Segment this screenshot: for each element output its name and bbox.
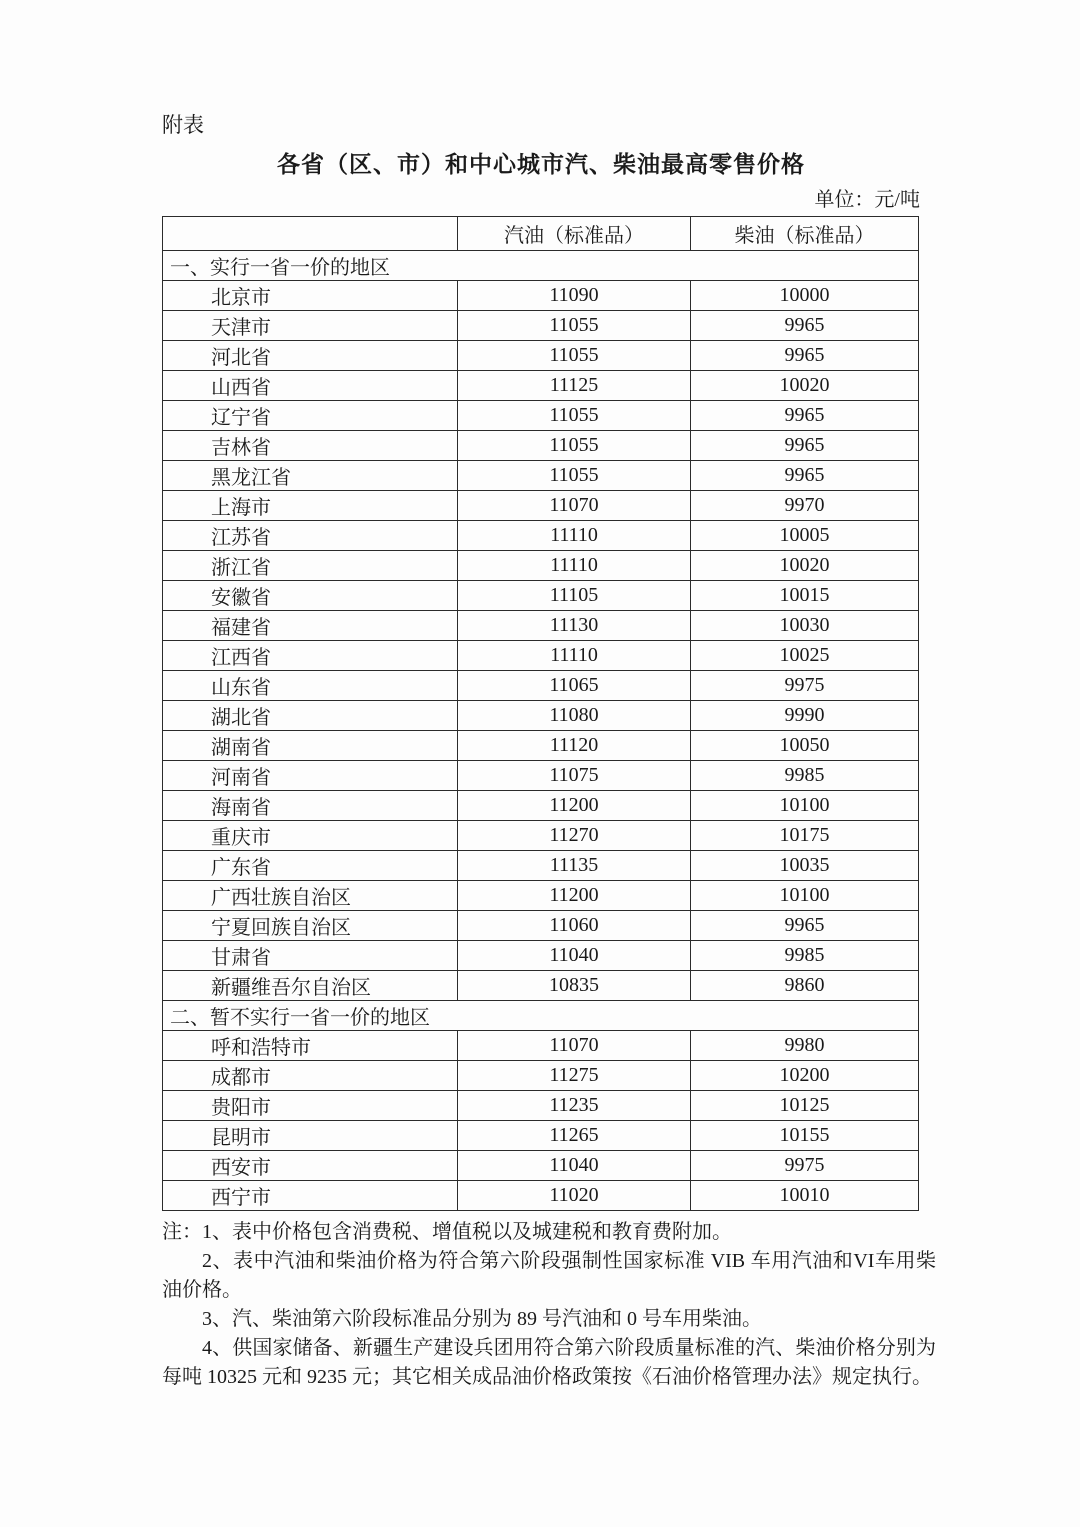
diesel-price: 9975	[691, 1151, 919, 1181]
gasoline-price: 11040	[458, 941, 691, 971]
diesel-price: 9965	[691, 341, 919, 371]
gasoline-price: 11200	[458, 881, 691, 911]
unit-label: 单位：元/吨	[814, 189, 920, 211]
price-row	[163, 311, 919, 341]
appendix-label: 附表	[162, 113, 204, 137]
price-table-head	[163, 217, 919, 251]
price-row	[163, 521, 919, 551]
diesel-price: 10035	[691, 851, 919, 881]
region-name: 湖南省	[163, 731, 458, 761]
gasoline-price: 11080	[458, 701, 691, 731]
region-name: 浙江省	[163, 551, 458, 581]
note-line: 2、表中汽油和柴油价格为符合第六阶段强制性国家标准 VIB 车用汽油和VI车用柴油价格。	[162, 1250, 936, 1301]
region-name: 西安市	[163, 1151, 458, 1181]
diesel-price: 10000	[691, 281, 919, 311]
diesel-price: 10200	[691, 1061, 919, 1091]
diesel-price: 9860	[691, 971, 919, 1001]
diesel-price: 10100	[691, 881, 919, 911]
diesel-price: 10020	[691, 371, 919, 401]
diesel-price: 10155	[691, 1121, 919, 1151]
gasoline-price: 11055	[458, 401, 691, 431]
region-name: 上海市	[163, 491, 458, 521]
gasoline-price: 11065	[458, 671, 691, 701]
region-name: 重庆市	[163, 821, 458, 851]
diesel-price: 9965	[691, 401, 919, 431]
region-name: 北京市	[163, 281, 458, 311]
region-name: 宁夏回族自治区	[163, 911, 458, 941]
gasoline-price: 11060	[458, 911, 691, 941]
gasoline-price: 11075	[458, 761, 691, 791]
region-name: 西宁市	[163, 1181, 458, 1211]
diesel-price: 10020	[691, 551, 919, 581]
gasoline-price: 11020	[458, 1181, 691, 1211]
region-name: 天津市	[163, 311, 458, 341]
diesel-price: 10125	[691, 1091, 919, 1121]
gasoline-price: 11130	[458, 611, 691, 641]
diesel-price: 9965	[691, 911, 919, 941]
note-line: 3、汽、柴油第六阶段标准品分别为 89 号汽油和 0 号车用柴油。	[202, 1308, 762, 1330]
region-name: 海南省	[163, 791, 458, 821]
diesel-price: 10005	[691, 521, 919, 551]
price-row	[163, 761, 919, 791]
price-row	[163, 551, 919, 581]
diesel-price: 9990	[691, 701, 919, 731]
gasoline-price: 11235	[458, 1091, 691, 1121]
gasoline-price: 11265	[458, 1121, 691, 1151]
gasoline-price: 11275	[458, 1061, 691, 1091]
region-name: 湖北省	[163, 701, 458, 731]
diesel-price: 9985	[691, 761, 919, 791]
price-row	[163, 1031, 919, 1061]
header-gasoline: 汽油（标准品）	[458, 217, 691, 251]
diesel-price: 9965	[691, 431, 919, 461]
price-table	[162, 216, 919, 1211]
diesel-price: 9975	[691, 671, 919, 701]
section-header-row	[163, 251, 919, 281]
region-name: 呼和浩特市	[163, 1031, 458, 1061]
region-name: 吉林省	[163, 431, 458, 461]
diesel-price: 9980	[691, 1031, 919, 1061]
price-row	[163, 1061, 919, 1091]
diesel-price: 9965	[691, 461, 919, 491]
gasoline-price: 11200	[458, 791, 691, 821]
gasoline-price: 11105	[458, 581, 691, 611]
price-row	[163, 1121, 919, 1151]
diesel-price: 10100	[691, 791, 919, 821]
note-line: 4、供国家储备、新疆生产建设兵团用符合第六阶段质量标准的汽、柴油价格分别为每吨 10325 元和 9235 元；其它相关成品油价格政策按《石油价格管理办法》规定执行。	[162, 1337, 936, 1388]
price-table-body	[163, 251, 919, 1211]
price-row	[163, 731, 919, 761]
price-row	[163, 821, 919, 851]
price-row	[163, 701, 919, 731]
diesel-price: 10030	[691, 611, 919, 641]
price-row	[163, 1151, 919, 1181]
price-row	[163, 911, 919, 941]
price-row	[163, 611, 919, 641]
gasoline-price: 11125	[458, 371, 691, 401]
gasoline-price: 11110	[458, 641, 691, 671]
diesel-price: 10175	[691, 821, 919, 851]
section-header-label: 一、实行一省一价的地区	[163, 251, 919, 281]
gasoline-price: 10835	[458, 971, 691, 1001]
price-row	[163, 281, 919, 311]
price-row	[163, 671, 919, 701]
region-name: 成都市	[163, 1061, 458, 1091]
region-name: 新疆维吾尔自治区	[163, 971, 458, 1001]
header-diesel: 柴油（标准品）	[691, 217, 919, 251]
price-row	[163, 461, 919, 491]
header-region	[163, 217, 458, 251]
price-row	[163, 341, 919, 371]
notes	[162, 1218, 936, 1392]
price-row	[163, 881, 919, 911]
price-row	[163, 581, 919, 611]
diesel-price: 9965	[691, 311, 919, 341]
gasoline-price: 11270	[458, 821, 691, 851]
region-name: 安徽省	[163, 581, 458, 611]
region-name: 广西壮族自治区	[163, 881, 458, 911]
diesel-price: 9970	[691, 491, 919, 521]
price-row	[163, 1091, 919, 1121]
price-row	[163, 1181, 919, 1211]
diesel-price: 10050	[691, 731, 919, 761]
gasoline-price: 11110	[458, 551, 691, 581]
region-name: 黑龙江省	[163, 461, 458, 491]
region-name: 昆明市	[163, 1121, 458, 1151]
region-name: 辽宁省	[163, 401, 458, 431]
region-name: 甘肃省	[163, 941, 458, 971]
region-name: 江西省	[163, 641, 458, 671]
price-row	[163, 371, 919, 401]
region-name: 河北省	[163, 341, 458, 371]
price-row	[163, 941, 919, 971]
region-name: 福建省	[163, 611, 458, 641]
diesel-price: 10015	[691, 581, 919, 611]
price-row	[163, 641, 919, 671]
gasoline-price: 11055	[458, 341, 691, 371]
price-row	[163, 791, 919, 821]
price-row	[163, 851, 919, 881]
region-name: 江苏省	[163, 521, 458, 551]
document-content	[162, 110, 936, 1392]
price-row	[163, 401, 919, 431]
gasoline-price: 11110	[458, 521, 691, 551]
note-line: 注：1、表中价格包含消费税、增值税以及城建税和教育费附加。	[162, 1221, 732, 1243]
price-row	[163, 971, 919, 1001]
gasoline-price: 11070	[458, 491, 691, 521]
region-name: 山东省	[163, 671, 458, 701]
gasoline-price: 11055	[458, 311, 691, 341]
diesel-price: 10025	[691, 641, 919, 671]
gasoline-price: 11120	[458, 731, 691, 761]
page-title: 各省（区、市）和中心城市汽、柴油最高零售价格	[277, 151, 805, 177]
gasoline-price: 11090	[458, 281, 691, 311]
gasoline-price: 11135	[458, 851, 691, 881]
region-name: 广东省	[163, 851, 458, 881]
price-row	[163, 431, 919, 461]
gasoline-price: 11055	[458, 431, 691, 461]
region-name: 河南省	[163, 761, 458, 791]
diesel-price: 9985	[691, 941, 919, 971]
section-header-label: 二、暂不实行一省一价的地区	[163, 1001, 919, 1031]
price-row	[163, 491, 919, 521]
region-name: 贵阳市	[163, 1091, 458, 1121]
gasoline-price: 11070	[458, 1031, 691, 1061]
gasoline-price: 11040	[458, 1151, 691, 1181]
diesel-price: 10010	[691, 1181, 919, 1211]
gasoline-price: 11055	[458, 461, 691, 491]
region-name: 山西省	[163, 371, 458, 401]
table-header-row	[163, 217, 919, 251]
section-header-row	[163, 1001, 919, 1031]
